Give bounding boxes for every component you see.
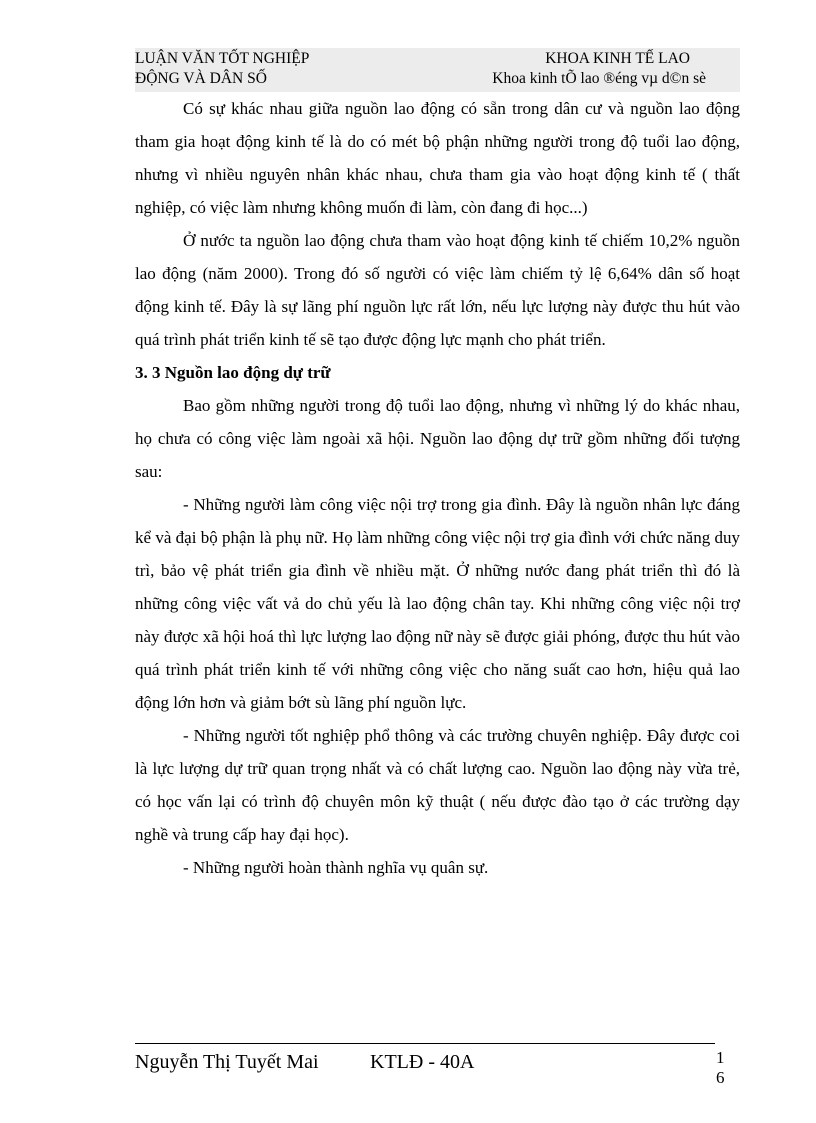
header-thesis-title: LUẬN VĂN TỐT NGHIỆP [135,50,310,67]
footer-divider [135,1043,715,1044]
paragraph-3: Bao gồm những người trong độ tuổi lao động, nhưng vì những lý do khác nhau, họ chưa có công việc làm ngoài xã hội. Nguồn lao động dự trữ gồm những đối tượng sau: [135,396,740,481]
header-faculty: KHOA KINH TẾ LAO [545,50,690,67]
document-body [135,92,740,884]
footer-class: KTLĐ - 40A [370,1051,475,1073]
header-thesis-subtitle: ĐỘNG VÀ DÂN SỐ [135,70,267,87]
paragraph-5: - Những người tốt nghiệp phổ thông và các trường chuyên nghiệp. Đây được coi là lực lượng dự trữ quan trọng nhất và có chất lượng cao. Nguồn lao động này vừa trẻ, có học vấn lại có trình độ chuyên môn kỹ thuật ( nếu được đào tạo ở các trường dạy nghề và trung cấp hay đại học). [135,726,740,844]
paragraph-4: - Những người làm công việc nội trợ trong gia đình. Đây là nguồn nhân lực đáng kể và đại bộ phận là phụ nữ. Họ làm những công việc nội trợ gia đình với chức năng duy trì, bảo vệ phát triển gia đình về nhiều mặt. Ở những nước đang phát triển thì đó là những công việc vất vả do chủ yếu là lao động chân tay. Khi những công việc nội trợ này được xã hội hoá thì lực lượng lao động nữ này sẽ được giải phóng, được thu hút vào quá trình phát triển kinh tế với những công việc cho năng suất cao hơn, hiệu quả lao động lớn hơn và giảm bớt sù lãng phí nguồn lực. [135,495,740,712]
paragraph-6: - Những người hoàn thành nghĩa vụ quân sự. [183,858,489,877]
page-header [135,48,740,92]
section-heading: 3. 3 Nguồn lao động dự trữ [135,363,331,382]
page-number-digit-2: 6 [716,1068,725,1087]
page-number-digit-1: 1 [716,1048,725,1067]
paragraph-2: Ở nước ta nguồn lao động chưa tham vào hoạt động kinh tế chiếm 10,2% nguồn lao động (năm 2000). Trong đó số người có việc làm chiếm tỷ lệ 6,64% dân số hoạt động kinh tế. Đây là sự lãng phí nguồn lực rất lớn, nếu lực lượng này được thu hút vào quá trình phát triển kinh tế sẽ tạo được động lực mạnh cho phát triển. [135,231,740,349]
header-faculty-garbled: Khoa kinh tÕ lao ®éng vµ d©n sè [492,70,706,87]
footer-author: Nguyễn Thị Tuyết Mai [135,1051,319,1073]
paragraph-1: Có sự khác nhau giữa nguồn lao động có sẵn trong dân cư và nguồn lao động tham gia hoạt động kinh tế là do có mét bộ phận những người trong độ tuổi lao động, nhưng vì nhiều nguyên nhân khác nhau, chưa tham gia vào hoạt động kinh tế ( thất nghiệp, có việc làm nhưng không muốn đi làm, còn đang đi học...) [135,99,740,217]
